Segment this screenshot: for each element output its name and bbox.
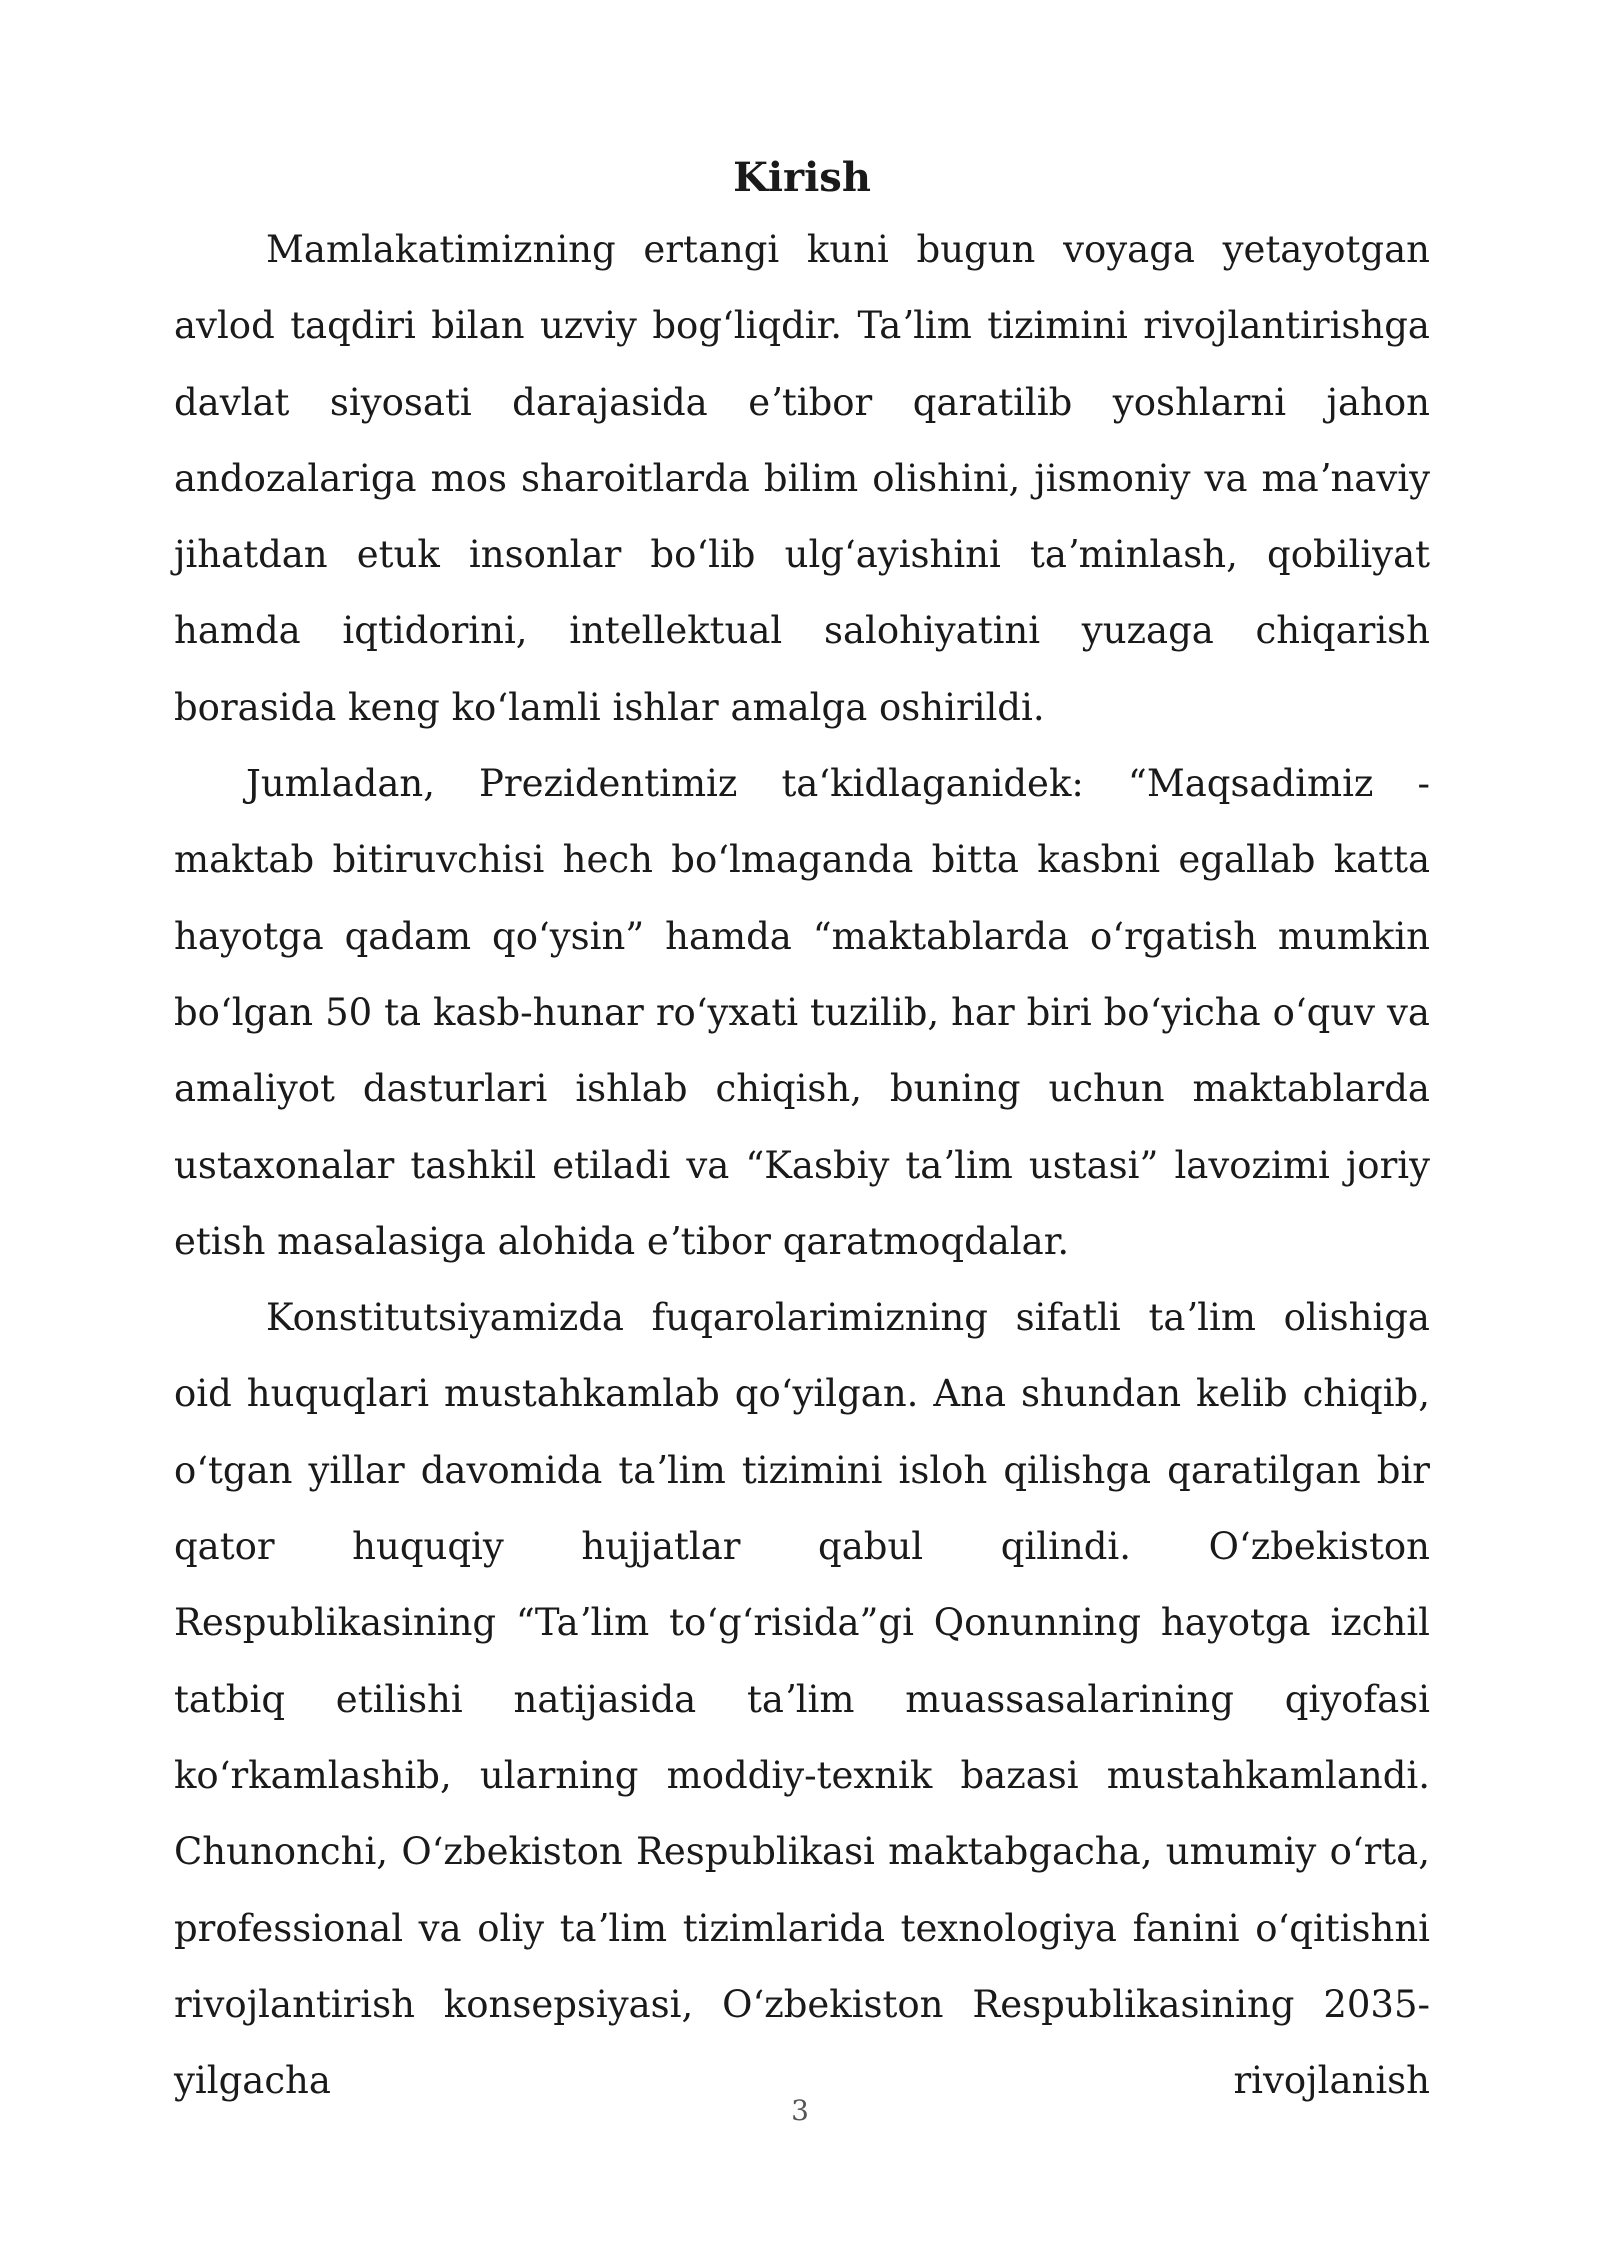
paragraph-1: Mamlakatimizning ertangi kuni bugun voyaga yetayotgan avlod taqdiri bilan uzviy bogʻliqdir. Taʼlim tizimini rivojlantirishga davlat siyosati darajasida eʼtibor qaratilib yoshlarni jahon andozalariga mos sharoitlarda bilim olishini, jismoniy va maʼnaviy jihatdan etuk insonlar boʻlib ulgʻayishini taʼminlash, qobiliyat hamda iqtidorini, intellektual salohiyatini yuzaga chiqarish borasida keng koʻlamli ishlar amalga oshirildi.	[174, 228, 1430, 729]
page-number: 3	[791, 2094, 809, 2127]
section-title: Kirish	[733, 154, 871, 201]
document-body	[174, 148, 1430, 2119]
paragraph-2: Jumladan, Prezidentimiz taʻkidlaganidek: “Maqsadimiz - maktab bitiruvchisi hech boʻlmaganda bitta kasbni egallab katta hayotga qadam qoʻysin” hamda “maktablarda oʻrgatish mumkin boʻlgan 50 ta kasb-hunar roʻyxati tuzilib, har biri boʻyicha oʻquv va amaliyot dasturlari ishlab chiqish, buning uchun maktablarda ustaxonalar tashkil etiladi va “Kasbiy taʼlim ustasi” lavozimi joriy etish masalasiga alohida eʼtibor qaratmoqdalar.	[174, 762, 1430, 1263]
paragraph-3: Konstitutsiyamizda fuqarolarimizning sifatli taʼlim olishiga oid huquqlari mustahkamlab qoʻyilgan. Ana shundan kelib chiqib, oʻtgan yillar davomida taʼlim tizimini isloh qilishga qaratilgan bir qator huquqiy hujjatlar qabul qilindi. Oʻzbekiston Respublikasining “Taʼlim toʻgʻrisida”gi Qonunning hayotga izchil tatbiq etilishi natijasida taʼlim muassasalarining qiyofasi koʻrkamlashib, ularning moddiy-texnik bazasi mustahkamlandi. Chunonchi, Oʻzbekiston Respublikasi maktabgacha, umumiy oʻrta, professional va oliy taʼlim tizimlarida texnologiya fanini oʻqitishni rivojlantirish konsepsiyasi, Oʻzbekiston Respublikasining 2035-yilgacha rivojlanish	[174, 1296, 1430, 2103]
